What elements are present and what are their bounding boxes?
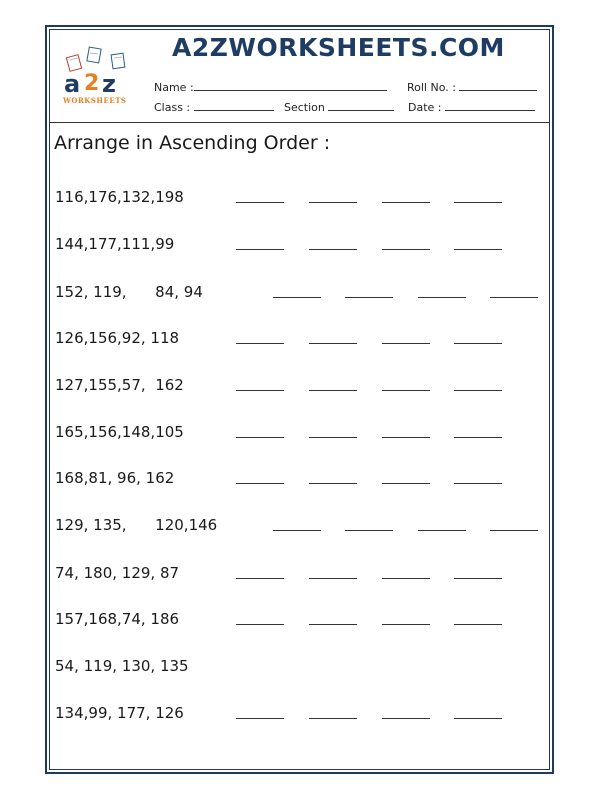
answer-blank[interactable] [454, 578, 502, 579]
answer-blank[interactable] [454, 483, 502, 484]
date-field[interactable] [408, 100, 535, 114]
question-numbers: 74, 180, 129, 87 [55, 564, 180, 582]
answer-blank[interactable] [454, 249, 502, 250]
question-numbers: 152, 119, 84, 94 [55, 283, 203, 301]
answer-blank[interactable] [309, 249, 357, 250]
section-label: Section [284, 101, 325, 114]
answer-blank[interactable] [382, 249, 430, 250]
answer-blank[interactable] [382, 202, 430, 203]
answer-blank[interactable] [236, 718, 284, 719]
question-numbers: 116,176,132,198 [55, 188, 184, 206]
page-heading: Arrange in Ascending Order : [54, 132, 331, 154]
answer-blank[interactable] [236, 390, 284, 391]
answer-blank[interactable] [236, 202, 284, 203]
date-blank[interactable] [445, 100, 535, 111]
header-divider [49, 122, 550, 123]
svg-text:z: z [102, 70, 116, 98]
answer-blank[interactable] [236, 343, 284, 344]
question-row [0, 610, 600, 634]
question-numbers: 54, 119, 130, 135 [55, 657, 189, 675]
question-numbers: 127,155,57, 162 [55, 376, 184, 394]
question-row [0, 657, 600, 681]
answer-blank[interactable] [236, 249, 284, 250]
question-row [0, 329, 600, 353]
answer-blank[interactable] [309, 718, 357, 719]
question-row [0, 704, 600, 728]
name-blank[interactable] [194, 80, 387, 91]
svg-text:a: a [64, 70, 81, 98]
class-field[interactable] [154, 100, 274, 114]
answer-blank[interactable] [345, 530, 393, 531]
answer-blank[interactable] [382, 343, 430, 344]
name-field[interactable] [154, 80, 387, 94]
answer-blank[interactable] [490, 530, 538, 531]
question-row [0, 564, 600, 588]
answer-blank[interactable] [454, 624, 502, 625]
answer-blank[interactable] [490, 297, 538, 298]
answer-blank[interactable] [309, 437, 357, 438]
question-numbers: 126,156,92, 118 [55, 329, 180, 347]
answer-blank[interactable] [382, 718, 430, 719]
answer-blank[interactable] [273, 530, 321, 531]
answer-blank[interactable] [309, 202, 357, 203]
answer-blank[interactable] [309, 390, 357, 391]
answer-blank[interactable] [382, 437, 430, 438]
name-label: Name : [154, 81, 194, 94]
question-numbers: 144,177,111,99 [55, 235, 175, 253]
class-label: Class : [154, 101, 191, 114]
answer-blank[interactable] [345, 297, 393, 298]
answer-blank[interactable] [418, 530, 466, 531]
answer-blank[interactable] [273, 297, 321, 298]
answer-blank[interactable] [382, 624, 430, 625]
section-field[interactable] [284, 100, 394, 114]
answer-blank[interactable] [382, 483, 430, 484]
question-numbers: 165,156,148,105 [55, 423, 184, 441]
question-numbers: 134,99, 177, 126 [55, 704, 184, 722]
answer-blank[interactable] [236, 578, 284, 579]
answer-blank[interactable] [382, 390, 430, 391]
answer-blank[interactable] [382, 578, 430, 579]
answer-blank[interactable] [454, 202, 502, 203]
question-numbers: 168,81, 96, 162 [55, 469, 175, 487]
site-title: A2ZWORKSHEETS.COM [172, 33, 505, 62]
question-numbers: 157,168,74, 186 [55, 610, 180, 628]
svg-text:2: 2 [84, 71, 100, 96]
answer-blank[interactable] [309, 483, 357, 484]
answer-blank[interactable] [454, 343, 502, 344]
question-row [0, 235, 600, 259]
question-row [0, 376, 600, 400]
answer-blank[interactable] [236, 437, 284, 438]
class-blank[interactable] [194, 100, 274, 111]
answer-blank[interactable] [236, 483, 284, 484]
date-label: Date : [408, 101, 442, 114]
section-blank[interactable] [328, 100, 394, 111]
svg-text:WORKSHEETS: WORKSHEETS [63, 96, 127, 105]
question-row [0, 423, 600, 447]
question-row [0, 469, 600, 493]
answer-blank[interactable] [454, 437, 502, 438]
roll-label: Roll No. : [407, 81, 456, 94]
a2z-logo-icon [60, 46, 140, 108]
question-numbers: 129, 135, 120,146 [55, 516, 218, 534]
roll-field[interactable] [407, 80, 537, 94]
answer-blank[interactable] [236, 624, 284, 625]
answer-blank[interactable] [309, 624, 357, 625]
question-row [0, 516, 600, 540]
question-row [0, 188, 600, 212]
answer-blank[interactable] [454, 718, 502, 719]
answer-blank[interactable] [418, 297, 466, 298]
answer-blank[interactable] [309, 578, 357, 579]
answer-blank[interactable] [454, 390, 502, 391]
roll-blank[interactable] [459, 80, 537, 91]
question-row [0, 283, 600, 307]
answer-blank[interactable] [309, 343, 357, 344]
